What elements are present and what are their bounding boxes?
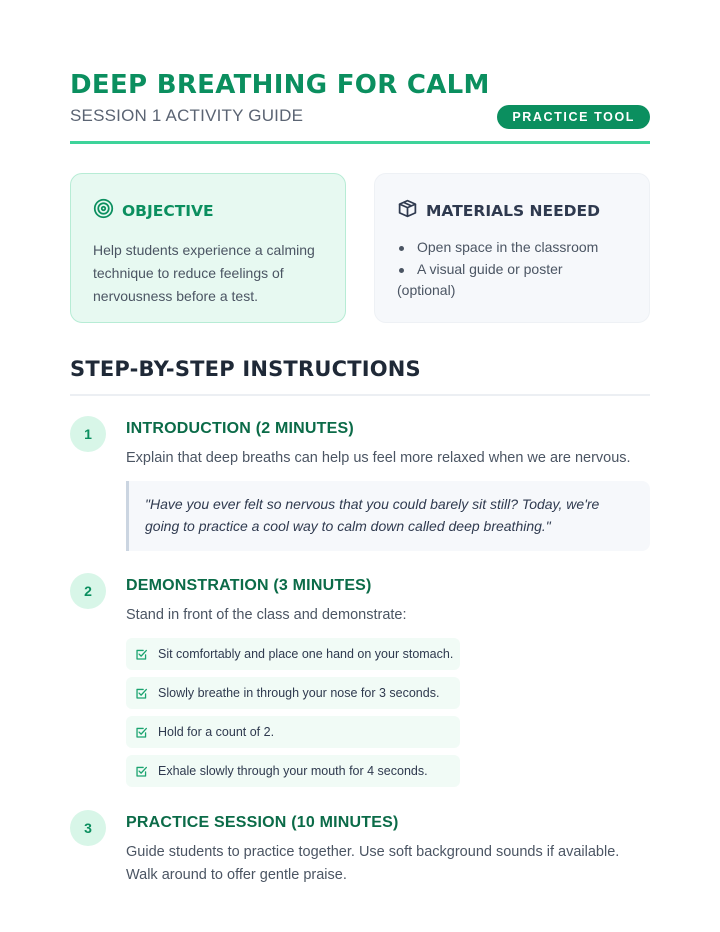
checkbox-checked-icon xyxy=(135,726,148,739)
practice-tool-badge: PRACTICE TOOL xyxy=(497,105,650,129)
step-1-quote: "Have you ever felt so nervous that you could barely sit still? Today, we're going to practice a cool way to calm down called deep breathing." xyxy=(126,481,650,551)
materials-card xyxy=(374,173,650,323)
objective-text: Help students experience a calming technique to reduce feelings of nervousness before a test. xyxy=(93,242,315,304)
checklist-item-text: Slowly breathe in through your nose for 3 seconds. xyxy=(158,686,440,700)
materials-title: MATERIALS NEEDED xyxy=(426,201,600,220)
step-3-description: Guide students to practice together. Use soft background sounds if available. Walk around to offer gentle praise. xyxy=(126,844,620,883)
step-2-title: DEMONSTRATION (3 MINUTES) xyxy=(126,577,372,594)
page-title: DEEP BREATHING FOR CALM xyxy=(70,70,490,100)
checklist-item-text: Hold for a count of 2. xyxy=(158,725,275,739)
instructions-heading: STEP-BY-STEP INSTRUCTIONS xyxy=(70,357,421,381)
checklist-item xyxy=(126,638,460,670)
step-1 xyxy=(126,418,650,551)
step-1-title: INTRODUCTION (2 MINUTES) xyxy=(126,420,354,437)
target-icon xyxy=(93,198,114,223)
materials-item: Open space in the classroom xyxy=(397,237,627,259)
demonstration-checklist xyxy=(126,638,650,787)
materials-list xyxy=(397,237,627,302)
step-1-number: 1 xyxy=(70,416,106,452)
checklist-item-text: Exhale slowly through your mouth for 4 seconds. xyxy=(158,764,428,778)
step-1-description: Explain that deep breaths can help us feel more relaxed when we are nervous. xyxy=(126,450,631,466)
checkbox-checked-icon xyxy=(135,765,148,778)
checklist-item xyxy=(126,677,460,709)
step-3-number: 3 xyxy=(70,810,106,846)
materials-heading xyxy=(397,198,627,223)
checklist-item xyxy=(126,755,460,787)
step-3-title: PRACTICE SESSION (10 MINUTES) xyxy=(126,814,399,831)
step-2 xyxy=(126,575,650,794)
checklist-item xyxy=(126,716,460,748)
step-2-number: 2 xyxy=(70,573,106,609)
instructions-divider xyxy=(70,394,650,396)
objective-heading xyxy=(93,198,323,223)
materials-item: A visual guide or poster xyxy=(397,259,627,281)
checkbox-checked-icon xyxy=(135,648,148,661)
page-header xyxy=(70,66,650,126)
step-3 xyxy=(126,812,650,887)
checkbox-checked-icon xyxy=(135,687,148,700)
box-icon xyxy=(397,198,418,223)
page-subtitle: SESSION 1 ACTIVITY GUIDE xyxy=(70,106,304,125)
objective-card xyxy=(70,173,346,323)
step-2-description: Stand in front of the class and demonstrate: xyxy=(126,607,407,623)
checklist-item-text: Sit comfortably and place one hand on your stomach. xyxy=(158,647,454,661)
objective-title: OBJECTIVE xyxy=(122,201,214,220)
materials-item-continuation: (optional) xyxy=(397,282,456,298)
header-divider xyxy=(70,141,650,144)
